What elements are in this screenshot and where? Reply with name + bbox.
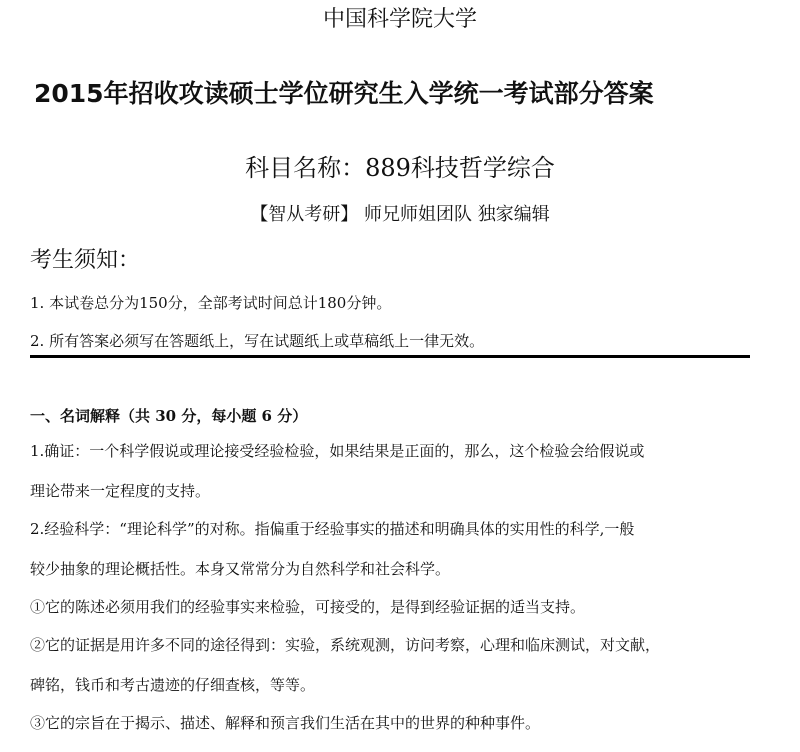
body-line: 较少抽象的理论概括性。本身又常常分为自然科学和社会科学。 [30, 560, 451, 578]
notice-title: 考生须知： [30, 248, 141, 273]
university-name: 中国科学院大学 [322, 7, 477, 32]
divider-rule [30, 355, 750, 358]
body-line: ②它的证据是用许多不同的途径得到：实验，系统观测，访问考察，心理和临床测试，对文献， [30, 636, 661, 654]
notice-item-2: 2. 所有答案必须写在答题纸上，写在试题纸上或草稿纸上一律无效。 [30, 332, 485, 350]
body-line: 1.确证：一个科学假说或理论接受经验检验，如果结果是正面的，那么，这个检验会给假说或 [30, 442, 645, 460]
body-line: ①它的陈述必须用我们的经验事实来检验，可接受的，是得到经验证据的适当支持。 [30, 598, 586, 616]
body-line: ③它的宗旨在于揭示、描述、解释和预言我们生活在其中的世界的种种事件。 [30, 714, 541, 732]
notice-item-1: 1. 本试卷总分为150分，全部考试时间总计180分钟。 [30, 294, 392, 312]
exam-title: 2015年招收攻读硕士学位研究生入学统一考试部分答案 [34, 79, 654, 108]
section-title: 一、名词解释（共 30 分，每小题 6 分） [30, 407, 308, 425]
body-line: 2.经验科学：“理论科学”的对称。指偏重于经验事实的描述和明确具体的实用性的科学,一般 [30, 520, 635, 538]
body-line: 理论带来一定程度的支持。 [30, 482, 211, 500]
subject-name: 科目名称：889科技哲学综合 [245, 154, 555, 182]
source-line: 【智从考研】 师兄师姐团队 独家编辑 [250, 204, 550, 225]
body-line: 碑铭，钱币和考古遗迹的仔细查核，等等。 [30, 676, 316, 694]
